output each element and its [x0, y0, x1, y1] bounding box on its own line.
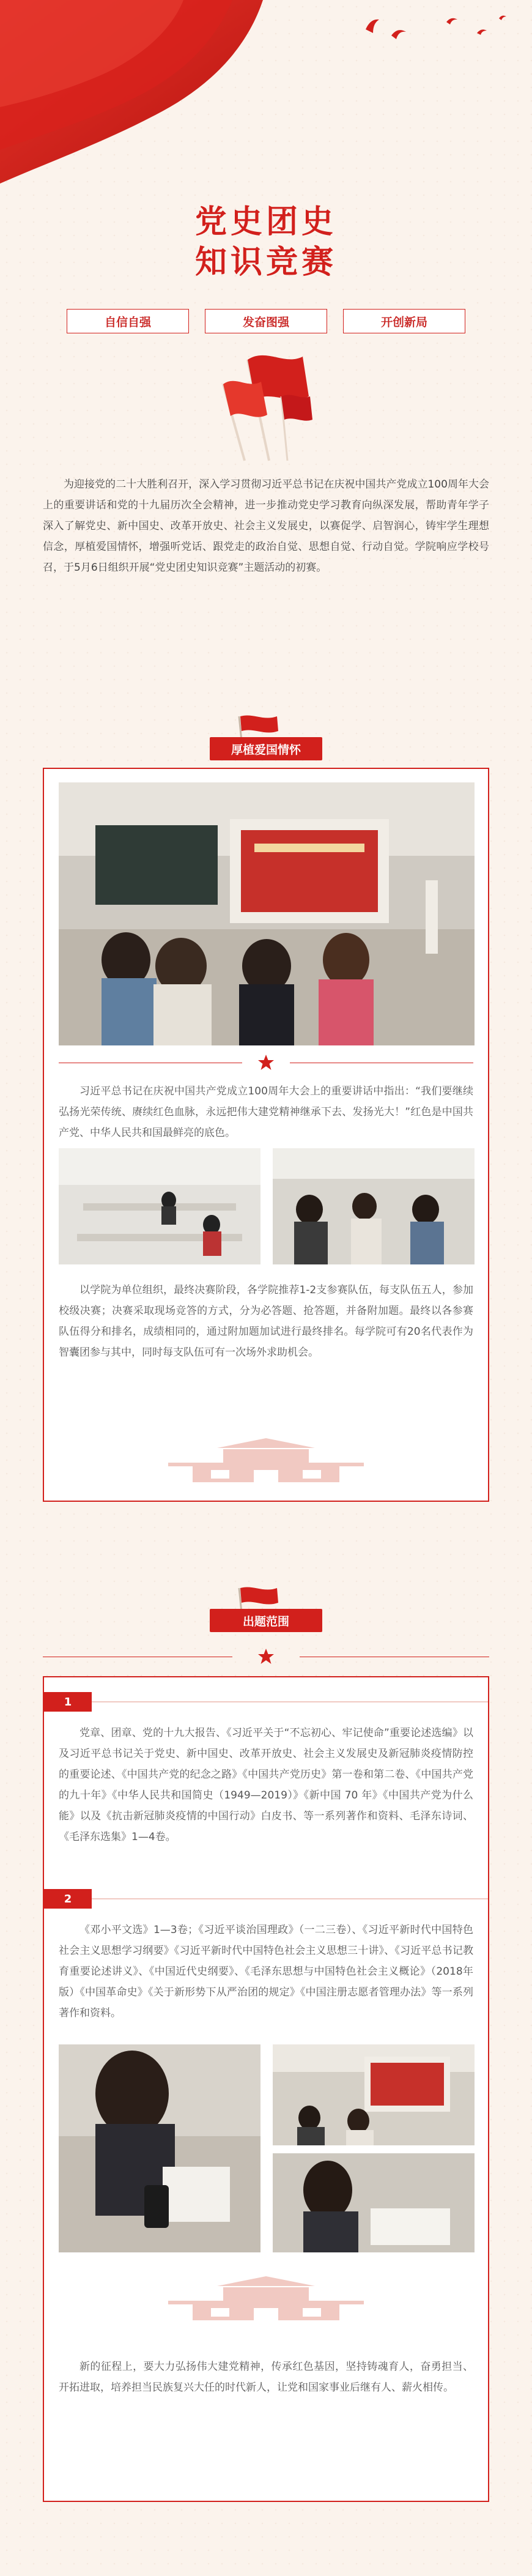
section-badge: [205, 713, 327, 764]
answering-photo: [59, 2044, 260, 2252]
section2-label: 出题范围: [210, 1609, 322, 1632]
item-rule: [92, 1898, 488, 1899]
lecture-photo: [273, 2044, 475, 2145]
item-rule: [92, 1701, 488, 1702]
star-icon: [256, 1647, 276, 1666]
gate-icon: [144, 1436, 388, 1485]
section1-card: [43, 768, 489, 1502]
section2-card: [43, 1676, 489, 2502]
section1-body: 以学院为单位组织，最终决赛阶段，各学院推荐1-2支参赛队伍，每支队伍五人，参加校级决赛；决赛采取现场竞答的方式，分为必答题、抢答题，并备附加题。最终以各参赛队伍得分和排名，成绩相同的，通过附加题加试进行最终排名。每学院可有20名代表作为智囊团参与其中，同时每支队伍可有一次场外求助机会。: [59, 1284, 473, 1359]
section-badge: [205, 1584, 327, 1636]
closing-paragraph: 新的征程上，要大力弘扬伟大建党精神，传承红色基因，坚持铸魂育人，奋勇担当、开拓进取，培养担当民族复兴大任的时代新人，让党和国家事业后继有人、薪火相传。: [59, 2361, 473, 2394]
section1-heading: [0, 713, 532, 764]
scope-item-1-text: 党章、团章、党的十九大报告、《习近平关于“不忘初心、牢记使命”重要论述选编》以及习近平总书记关于党史、新中国史、改革开放史、社会主义发展史及新冠肺炎疫情防控的重要论述、《中国共产党的纪念之路》《中国共产党历史》第一卷和第二卷、《中国共产党的九十年》《中华人民共和国简史（1949—2019）》《新中国 70 年》《中国共产党为什么能》以及《抗击新冠肺炎疫情的中国行动》白皮书、等一系列著作和资料、毛泽东诗词、《毛泽东选集》1—4卷。: [59, 1727, 473, 1843]
tag-row: [0, 309, 532, 333]
page-title: [0, 202, 532, 283]
writing-photo: [273, 2153, 475, 2252]
red-flag-icon: [211, 341, 321, 464]
tag-confidence: 自信自强: [67, 309, 189, 333]
tag-new-era: 开创新局: [343, 309, 465, 333]
exam-room-photo: [59, 1148, 260, 1264]
scope-item-2-text: 《邓小平文选》1—3卷；《习近平谈治国理政》（一二三卷）、《习近平新时代中国特色社会主义思想学习纲要》《习近平新时代中国特色社会主义思想三十讲》、《习近平总书记教育重要论述讲义》、《中国近代史纲要》、《毛泽东思想与中国特色社会主义概论》（2018年版）《中国革命史》《关于新形势下从严治团的规定》《中国注册志愿者管理办法》等一系列著作和资料。: [59, 1924, 473, 2019]
bird-icon: [355, 6, 514, 49]
intro-paragraph: 为迎接党的二十大胜利召开，深入学习贯彻习近平总书记在庆祝中国共产党成立100周年大会上的重要讲话和党的十九届历次全会精神，进一步推动党史学习教育向纵深发展，帮助青年学子深入了解党史、新中国史、改革开放史、社会主义发展史，以赛促学、启智润心，铸牢学生理想信念，厚植爱国情怀，增强听党话、跟党走的政治自觉、思想自觉、行动自觉。学院响应学校号召，于5月6日组织开展“党史团史知识竞赛”主题活动的初赛。: [43, 478, 489, 574]
classroom-photo: [59, 782, 475, 1045]
section1-label: 厚植爱国情怀: [210, 737, 322, 760]
item-number-badge: 1: [44, 1692, 92, 1712]
red-flag-icon: [0, 0, 269, 184]
item-number-badge: 2: [44, 1889, 92, 1909]
tag-strive: 发奋图强: [205, 309, 327, 333]
section1-quote: 习近平总书记在庆祝中国共产党成立100周年大会上的重要讲话中指出：“我们要继续弘扬光荣传统、赓续红色血脉，永远把伟大建党精神继承下去、发扬光大！”红色是中国共产党、中华人民共和国最鲜亮的底色。: [59, 1085, 473, 1139]
students-photo: [273, 1148, 475, 1264]
section2-heading: [0, 1584, 532, 1636]
gate-icon: [144, 2274, 388, 2323]
title-line-1: 党史团史: [194, 204, 337, 240]
star-icon: [256, 1053, 276, 1072]
title-line-2: 知识竞赛: [194, 244, 337, 281]
